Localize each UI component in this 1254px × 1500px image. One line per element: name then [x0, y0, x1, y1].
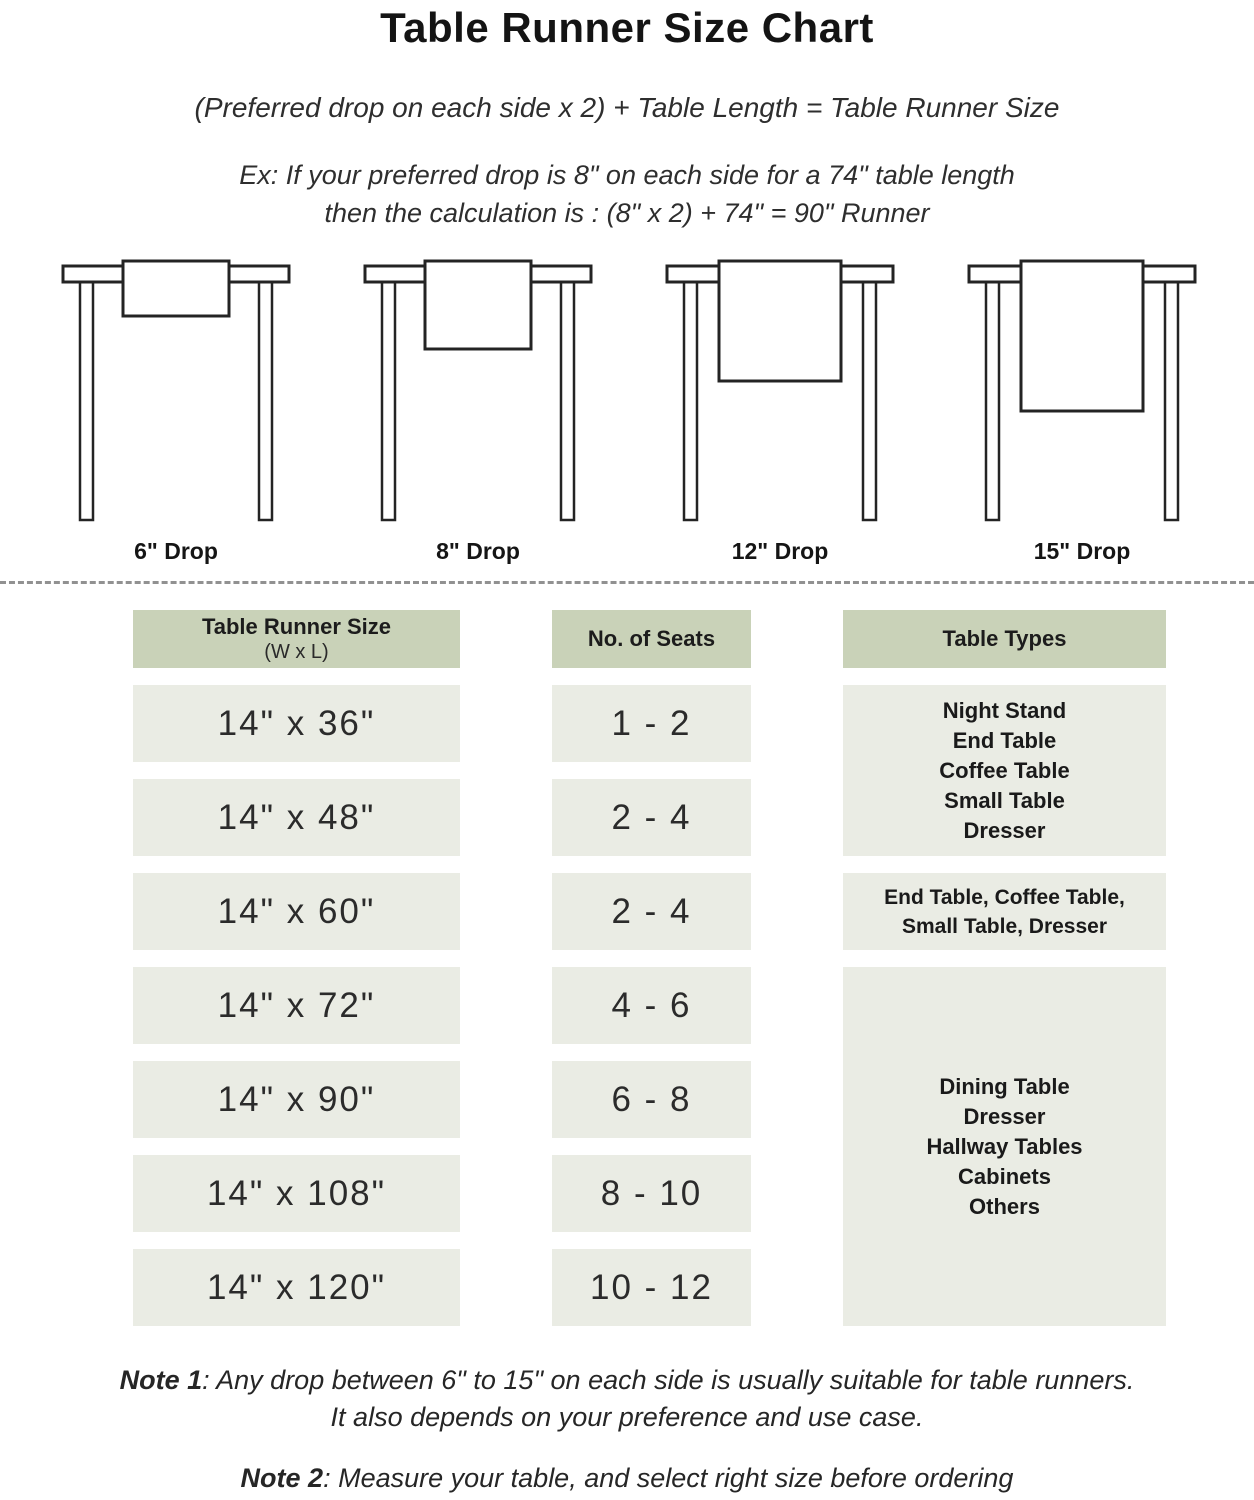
table-figure-8-drop [358, 254, 598, 565]
drop-label: 8" Drop [436, 538, 520, 564]
note-1-label: Note 1 [119, 1365, 203, 1395]
table-drawing-6-drop [60, 254, 292, 532]
table-leg-right [863, 282, 876, 520]
size-cell-3 [133, 873, 460, 950]
drop-label: 6" Drop [134, 538, 218, 564]
formula-text: (Preferred drop on each side x 2) + Table Length = Table Runner Size [194, 92, 1060, 123]
notes-section [0, 1362, 1254, 1497]
seats-value: 10 - 12 [590, 1267, 713, 1307]
size-cell-7 [133, 1249, 460, 1326]
seats-value: 1 - 2 [611, 703, 692, 743]
types-cell-small-tables [843, 685, 1166, 856]
type-line: Others [969, 1193, 1040, 1219]
note-2-label: Note 2 [240, 1463, 324, 1493]
table-leg-left [382, 282, 395, 520]
header-table-types-title: Table Types [942, 626, 1067, 651]
seats-value: 6 - 8 [611, 1079, 692, 1119]
size-cell-1 [133, 685, 460, 762]
table-leg-right [561, 282, 574, 520]
seats-value: 2 - 4 [611, 797, 692, 837]
note-2 [0, 1460, 1254, 1497]
header-runner-size-title: Table Runner Size [201, 614, 392, 639]
type-line: Coffee Table [939, 757, 1070, 783]
size-cell-4 [133, 967, 460, 1044]
runner [425, 261, 531, 349]
size-value: 14" x 48" [217, 797, 376, 837]
size-value: 14" x 120" [206, 1267, 387, 1307]
type-line: End Table [952, 727, 1057, 753]
note-1-text: : Any drop between 6" to 15" on each side is usually suitable for table runners. [202, 1365, 1135, 1395]
example-line-2: then the calculation is : (8" x 2) + 74" = 90" Runner [324, 198, 930, 228]
table-drawing-8-drop [362, 254, 594, 532]
seats-value: 4 - 6 [611, 985, 692, 1025]
seats-cell-7 [552, 1249, 751, 1326]
size-value: 14" x 60" [217, 891, 376, 931]
runner [1021, 261, 1143, 411]
header-runner-size-subtitle: (W x L) [264, 641, 329, 663]
note-1 [0, 1362, 1254, 1436]
type-line: Dining Table [939, 1073, 1070, 1099]
type-line: Dresser [963, 1103, 1046, 1129]
runner [123, 261, 229, 316]
type-line: Small Table, Dresser [901, 914, 1108, 938]
size-value: 14" x 36" [217, 703, 376, 743]
header-seats-title: No. of Seats [587, 626, 716, 651]
type-line: Hallway Tables [926, 1133, 1083, 1159]
type-line: Dresser [963, 817, 1046, 843]
table-figure-15-drop [962, 254, 1202, 565]
table-drawing-15-drop [966, 254, 1198, 532]
table-illustrations-row [0, 254, 1254, 565]
table-leg-left [80, 282, 93, 520]
table-figure-12-drop [660, 254, 900, 565]
drop-label: 12" Drop [731, 538, 829, 564]
size-cell-6 [133, 1155, 460, 1232]
type-line: Small Table [944, 787, 1065, 813]
types-cell-medium-tables [843, 873, 1166, 950]
runner [719, 261, 841, 381]
seats-cell-2 [552, 779, 751, 856]
size-cell-2 [133, 779, 460, 856]
column-table-types [843, 610, 1166, 1326]
size-chart [0, 610, 1254, 1326]
seats-value: 8 - 10 [600, 1173, 703, 1213]
table-leg-left [986, 282, 999, 520]
types-cell-large-tables [843, 967, 1166, 1326]
table-figure-6-drop [56, 254, 296, 565]
header-table-types [843, 610, 1166, 668]
example-line-1: Ex: If your preferred drop is 8" on each side for a 74" table length [239, 160, 1015, 190]
table-leg-right [259, 282, 272, 520]
note-1-line-1 [0, 1362, 1254, 1399]
seats-cell-3 [552, 873, 751, 950]
size-cell-5 [133, 1061, 460, 1138]
type-line: End Table, Coffee Table, [884, 885, 1125, 909]
note-2-text: : Measure your table, and select right size before ordering [323, 1463, 1014, 1493]
note-1-line-2: It also depends on your preference and use case. [330, 1402, 924, 1432]
column-runner-sizes [133, 610, 460, 1326]
type-line: Night Stand [942, 697, 1067, 723]
seats-cell-1 [552, 685, 751, 762]
table-leg-right [1165, 282, 1178, 520]
header-runner-size [133, 610, 460, 668]
column-seats [552, 610, 751, 1326]
type-line: Cabinets [958, 1163, 1051, 1189]
size-value: 14" x 72" [217, 985, 376, 1025]
table-leg-left [684, 282, 697, 520]
header-seats [552, 610, 751, 668]
size-value: 14" x 90" [217, 1079, 376, 1119]
table-drawing-12-drop [664, 254, 896, 532]
seats-cell-6 [552, 1155, 751, 1232]
example-text [0, 156, 1254, 232]
drop-label: 15" Drop [1033, 538, 1131, 564]
seats-cell-4 [552, 967, 751, 1044]
seats-cell-5 [552, 1061, 751, 1138]
page-title: Table Runner Size Chart [380, 4, 874, 51]
seats-value: 2 - 4 [611, 891, 692, 931]
dashed-divider [0, 581, 1254, 584]
size-value: 14" x 108" [206, 1173, 387, 1213]
